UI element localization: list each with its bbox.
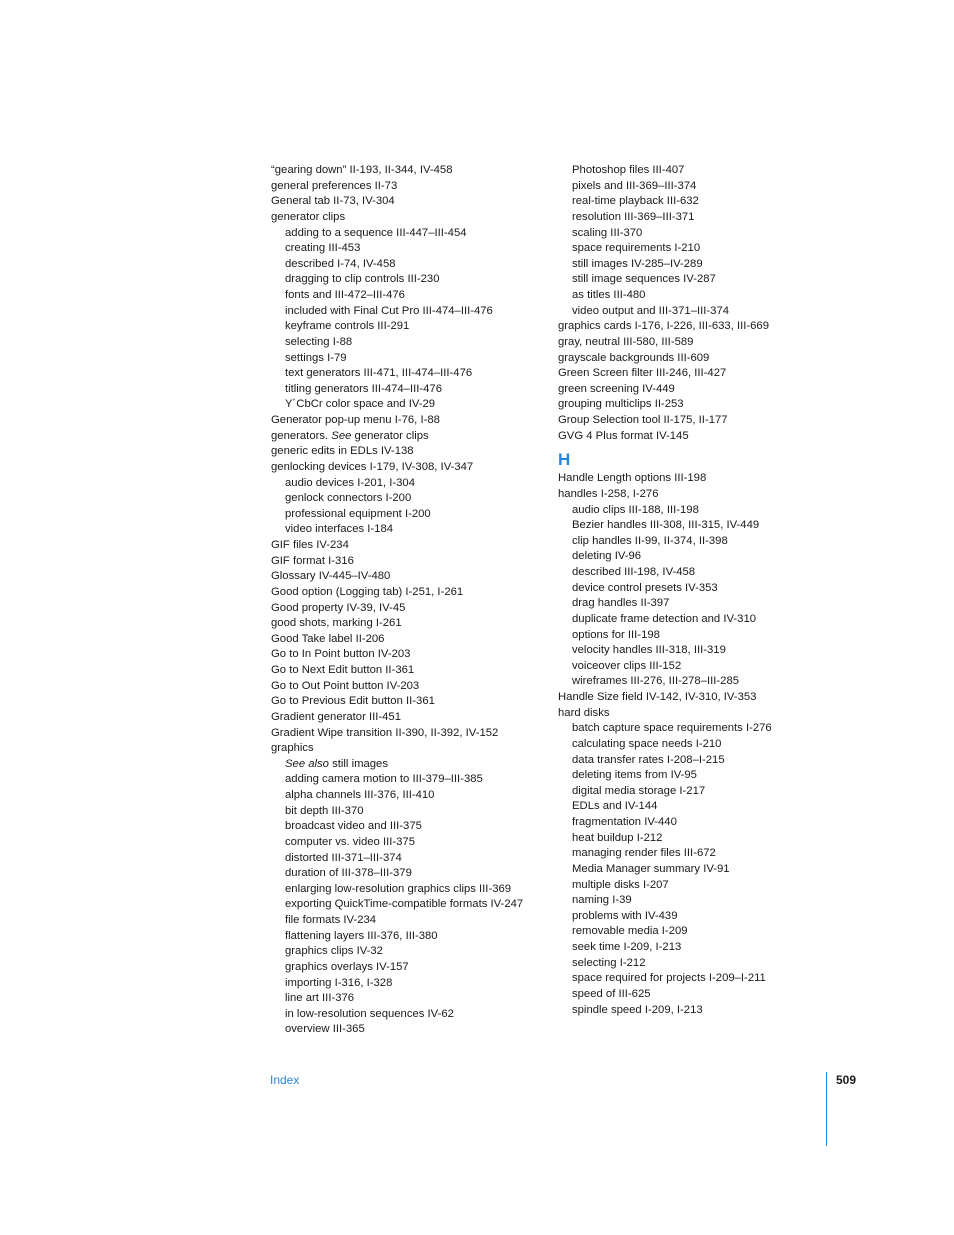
index-entry: good shots, marking I-261 (271, 617, 402, 630)
index-entry: green screening IV-449 (558, 382, 675, 395)
index-subentry: naming I-39 (572, 894, 632, 907)
index-subentry: duration of III-378–III-379 (285, 867, 412, 880)
index-subentry: audio devices I-201, I-304 (285, 476, 415, 489)
index-subentry: multiple disks I-207 (572, 878, 669, 891)
index-subentry: Media Manager summary IV-91 (572, 862, 730, 875)
index-entry: Go to In Point button IV-203 (271, 648, 411, 661)
index-entry: gray, neutral III-580, III-589 (558, 335, 694, 348)
index-entry: Good property IV-39, IV-45 (271, 601, 406, 614)
index-subentry: importing I-316, I-328 (285, 976, 393, 989)
index-entry: graphics cards I-176, I-226, III-633, III-669 (558, 320, 769, 333)
index-subentry: managing render files III-672 (572, 847, 716, 860)
index-subentry: pixels and III-369–III-374 (572, 179, 697, 192)
index-entry: graphics (271, 742, 314, 755)
index-entry: Group Selection tool II-175, II-177 (558, 414, 728, 426)
index-entry: General tab II-73, IV-304 (271, 195, 395, 208)
index-subentry: data transfer rates I-208–I-215 (572, 753, 725, 766)
index-subentry: removable media I-209 (572, 925, 688, 938)
page-number: 509 (836, 1073, 857, 1087)
index-subentry: clip handles II-99, II-374, II-398 (572, 534, 728, 547)
index-subentry: professional equipment I-200 (285, 507, 431, 520)
index-entry: Green Screen filter III-246, III-427 (558, 367, 727, 380)
index-entry: grouping multiclips II-253 (558, 398, 684, 411)
index-subentry: deleting items from IV-95 (572, 769, 697, 782)
index-subentry: file formats IV-234 (285, 914, 377, 926)
index-subentry: bit depth III-370 (285, 804, 364, 817)
index-subentry: heat buildup I-212 (572, 831, 663, 844)
index-subentry: still images IV-285–IV-289 (572, 257, 703, 270)
index-entry: Glossary IV-445–IV-480 (271, 570, 391, 583)
index-entry: Handle Size field IV-142, IV-310, IV-353 (558, 691, 757, 703)
index-subentry: calculating space needs I-210 (572, 737, 722, 750)
index-subentry: deleting IV-96 (572, 550, 642, 563)
index-subentry: device control presets IV-353 (572, 581, 718, 594)
index-entry: generator clips (271, 210, 346, 223)
index-subentry: Photoshop files III-407 (572, 164, 685, 176)
section-letter-h: H (558, 450, 571, 470)
index-subentry: titling generators III-474–III-476 (285, 382, 442, 395)
index-entry: generic edits in EDLs IV-138 (271, 445, 414, 458)
index-subentry: audio clips III-188, III-198 (572, 503, 699, 516)
index-subentry: line art III-376 (285, 992, 355, 1005)
index-entry: Handle Length options III-198 (558, 472, 707, 485)
index-subentry: creating III-453 (285, 242, 361, 255)
index-entry: handles I-258, I-276 (558, 487, 659, 500)
index-subentry: dragging to clip controls III-230 (285, 273, 440, 286)
index-entry: GVG 4 Plus format IV-145 (558, 429, 689, 442)
index-subentry: graphics overlays IV-157 (285, 960, 409, 973)
index-subentry: problems with IV-439 (572, 909, 678, 922)
index-entry: Go to Previous Edit button II-361 (271, 695, 435, 708)
index-subentry: digital media storage I-217 (572, 784, 706, 797)
index-entry: Gradient generator III-451 (271, 710, 401, 723)
footer-section-label: Index (270, 1073, 300, 1087)
index-entry: “gearing down” II-193, II-344, IV-458 (271, 164, 453, 176)
index-entry: Generator pop-up menu I-76, I-88 (271, 414, 440, 426)
index-subentry: broadcast video and III-375 (285, 820, 422, 833)
index-entry: Gradient Wipe transition II-390, II-392, IV-152 (271, 726, 499, 739)
index-entry: Go to Out Point button IV-203 (271, 679, 420, 692)
index-subentry: voiceover clips III-152 (572, 659, 682, 672)
index-subentry: Y´CbCr color space and IV-29 (285, 398, 436, 411)
index-subentry: drag handles II-397 (572, 597, 670, 610)
index-subentry: still image sequences IV-287 (572, 273, 716, 286)
index-subentry: real-time playback III-632 (572, 195, 699, 208)
index-subentry: selecting I-88 (285, 335, 353, 348)
index-subentry: as titles III-480 (572, 289, 646, 301)
index-subentry: adding to a sequence III-447–III-454 (285, 226, 467, 239)
index-subentry: graphics clips IV-32 (285, 945, 383, 958)
section-h-entries (558, 471, 828, 1018)
index-subentry: wireframes III-276, III-278–III-285 (572, 675, 740, 688)
index-subentry: space required for projects I-209–I-211 (572, 972, 766, 985)
index-subentry: batch capture space requirements I-276 (572, 722, 772, 735)
index-subentry: included with Final Cut Pro III-474–III-476 (285, 304, 493, 317)
index-subentry: scaling III-370 (572, 226, 643, 239)
index-subentry: keyframe controls III-291 (285, 320, 410, 333)
index-subentry: video output and III-371–III-374 (572, 304, 730, 317)
right-entries (558, 163, 828, 444)
index-subentry: enlarging low-resolution graphics clips III-369 (285, 882, 512, 895)
index-subentry: settings I-79 (285, 351, 347, 364)
index-entry: Good Take label II-206 (271, 632, 385, 645)
index-column-right (558, 163, 828, 1018)
index-subentry: in low-resolution sequences IV-62 (285, 1007, 454, 1020)
index-subentry: seek time I-209, I-213 (572, 941, 682, 953)
index-subentry: text generators III-471, III-474–III-476 (285, 367, 473, 380)
index-subentry: described I-74, IV-458 (285, 257, 396, 270)
index-entry: Good option (Logging tab) I-251, I-261 (271, 585, 464, 598)
index-subentry: described III-198, IV-458 (572, 566, 696, 578)
index-subentry: video interfaces I-184 (285, 523, 394, 536)
index-subentry: adding camera motion to III-379–III-385 (285, 773, 483, 786)
index-subentry: speed of III-625 (572, 987, 651, 1000)
index-subentry: spindle speed I-209, I-213 (572, 1003, 703, 1016)
index-subentry: selecting I-212 (572, 956, 646, 969)
index-subentry: options for III-198 (572, 628, 660, 641)
index-entry: genlocking devices I-179, IV-308, IV-347 (271, 460, 474, 473)
index-entry: GIF files IV-234 (271, 539, 349, 551)
index-entry: generators. See generator clips (271, 429, 429, 442)
index-subentry: flattening layers III-376, III-380 (285, 929, 438, 942)
index-subentry: fonts and III-472–III-476 (285, 289, 405, 301)
index-entry: GIF format I-316 (271, 554, 354, 567)
index-subentry: overview III-365 (285, 1023, 365, 1036)
index-entry: Go to Next Edit button II-361 (271, 664, 415, 676)
index-subentry: resolution III-369–III-371 (572, 210, 695, 223)
index-subentry: duplicate frame detection and IV-310 (572, 612, 757, 625)
index-entry: grayscale backgrounds III-609 (558, 351, 710, 364)
index-subentry: exporting QuickTime-compatible formats IV-247 (285, 898, 524, 911)
index-subentry: alpha channels III-376, III-410 (285, 789, 435, 801)
index-subentry: See also still images (285, 757, 388, 770)
index-subentry: space requirements I-210 (572, 242, 701, 255)
index-column-left (271, 163, 551, 1038)
index-subentry: computer vs. video III-375 (285, 835, 415, 848)
index-entry: hard disks (558, 706, 610, 719)
index-entry: general preferences II-73 (271, 179, 398, 192)
index-subentry: velocity handles III-318, III-319 (572, 644, 726, 657)
index-subentry: Bezier handles III-308, III-315, IV-449 (572, 519, 760, 532)
footer-divider (826, 1072, 827, 1146)
index-subentry: genlock connectors I-200 (285, 492, 412, 505)
index-subentry: distorted III-371–III-374 (285, 851, 402, 864)
index-subentry: fragmentation IV-440 (572, 816, 677, 828)
index-subentry: EDLs and IV-144 (572, 800, 658, 813)
